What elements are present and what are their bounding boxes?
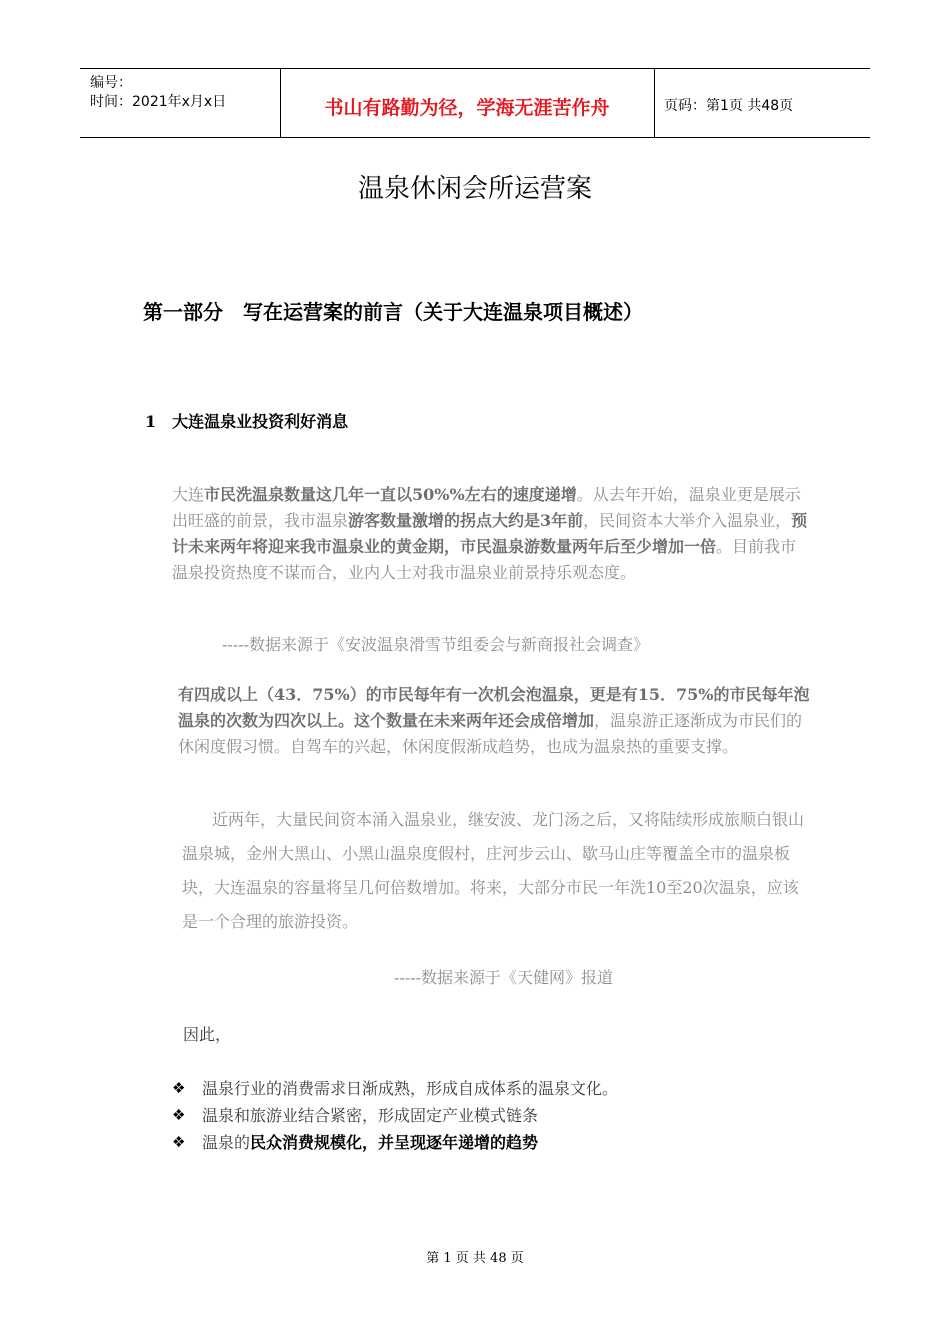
list-item-text: 温泉和旅游业结合紧密，形成固定产业模式链条 [202, 1106, 539, 1125]
paragraph-text: 大连 [172, 485, 205, 504]
paragraph-bold-text: 预计未来两年将迎来我市温泉业的黄金期，市民温泉游数量两年后至少增加一倍 [172, 511, 808, 556]
diamond-bullet-icon: ❖ [172, 1079, 186, 1097]
document-title: 温泉休闲会所运营案 [357, 174, 592, 204]
diamond-bullet-icon: ❖ [172, 1106, 186, 1124]
list-item [172, 1129, 618, 1156]
paragraph-text: 。从去年开始，温泉业更是展示出旺盛的前景，我市温泉 [172, 485, 801, 530]
source-citation-2: -----数据来源于《天健网》报道 [394, 968, 614, 987]
source-citation-1: -----数据来源于《安波温泉滑雪节组委会与新商报社会调查》 [222, 635, 650, 654]
paragraph-survey [178, 682, 812, 760]
paragraph-growth [172, 482, 812, 586]
paragraph-bold-text: 有四成以上（43．75%）的市民每年有一次机会泡温泉，更是有15．75%的市民每年泡温泉的次数为四次以上。这个数量在未来两年还会成倍增加 [178, 685, 810, 730]
page-footer: 第 1 页 共 48 页 [426, 1251, 524, 1266]
list-item-bold-text: 民众消费规模化，并呈现逐年递增的趋势 [250, 1133, 539, 1152]
header-table [80, 68, 870, 138]
section-heading: 1 大连温泉业投资利好消息 [145, 412, 349, 431]
document-number-label: 编号： [90, 75, 132, 91]
part-heading: 第一部分 写在运营案的前言（关于大连温泉项目概述） [143, 300, 643, 324]
list-item [172, 1075, 618, 1102]
list-item-text: 温泉的 [202, 1133, 251, 1152]
header-motto: 书山有路勤为径，学海无涯苦作舟 [324, 97, 610, 119]
conclusion-list [172, 1075, 618, 1156]
paragraph-text: 。目前我市温泉投资热度不谋而合，业内人士对我市温泉业前景持乐观态度。 [172, 537, 797, 582]
header-motto-cell [280, 69, 655, 137]
paragraph-bold-text: 市民洗温泉数量这几年一直以50%%左右的速度递增 [204, 485, 577, 504]
document-date-label: 时间：2021年x月x日 [90, 94, 227, 110]
paragraph-bold-text: 游客数量激增的拐点大约是3年前 [348, 511, 584, 530]
header-meta-cell [80, 69, 281, 137]
therefore-label: 因此， [183, 1025, 232, 1044]
header-page-info: 页码：第1页 共48页 [664, 98, 794, 114]
paragraph-text: ，民间资本大举介入温泉业， [583, 511, 792, 530]
diamond-bullet-icon: ❖ [172, 1133, 186, 1151]
paragraph-investment: 近两年，大量民间资本涌入温泉业，继安波、龙门汤之后，又将陆续形成旅顺白银山温泉城，金州大黑山、小黑山温泉度假村，庄河步云山、歇马山庄等覆盖全市的温泉板块，大连温泉的容量将呈几何倍数增加。将来，大部分市民一年洗10至20次温泉，应该是一个合理的旅游投资。 [182, 810, 805, 931]
header-page-cell [664, 69, 870, 137]
paragraph-text: ，温泉游正逐渐成为市民们的休闲度假习惯。自驾车的兴起，休闲度假渐成趋势，也成为温泉热的重要支撑。 [178, 711, 803, 756]
list-item-text: 温泉行业的消费需求日渐成熟，形成自成体系的温泉文化。 [202, 1079, 619, 1098]
list-item [172, 1102, 618, 1129]
